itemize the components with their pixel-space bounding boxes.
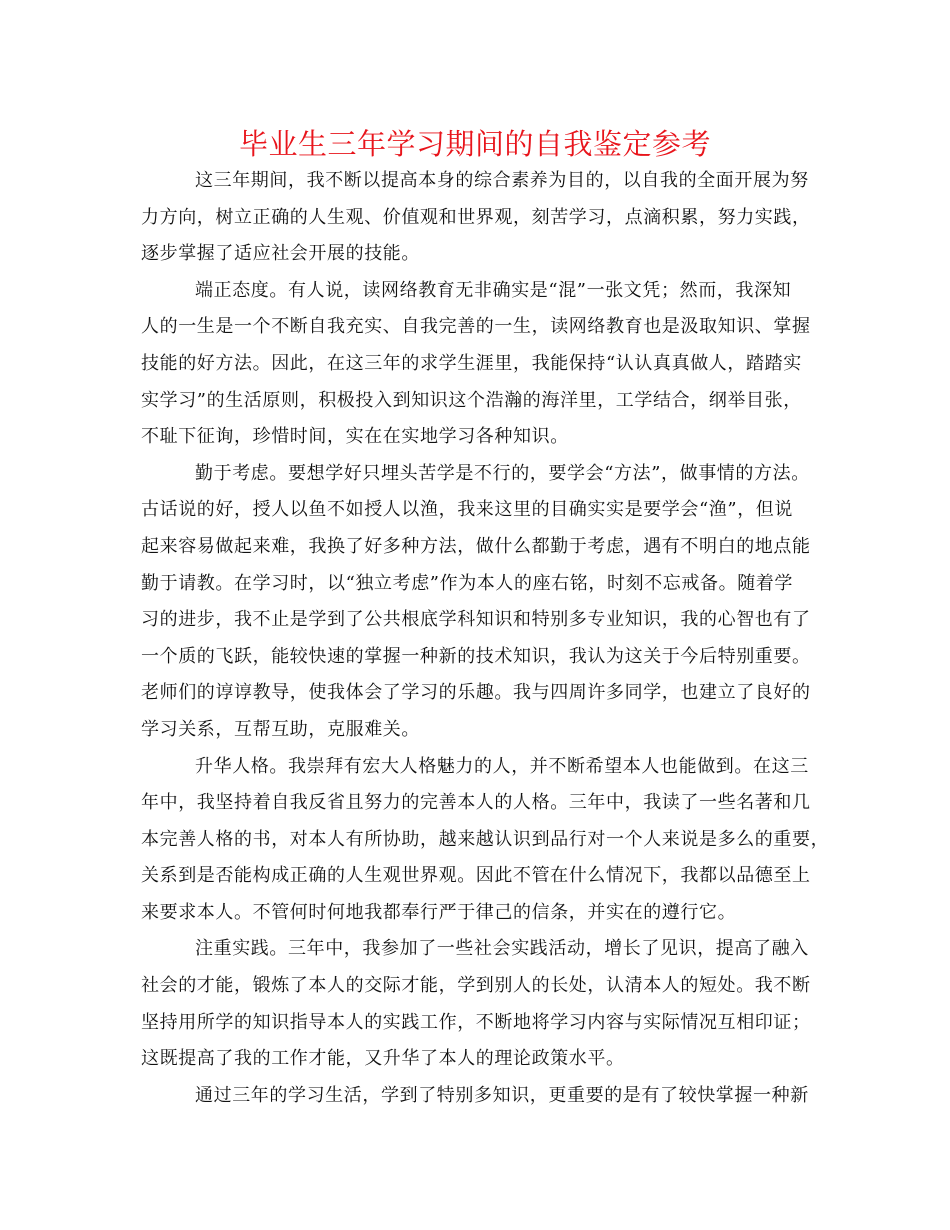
paragraph-line: 勤于请教。在学习时，以“独立考虑”作为本人的座右铭，时刻不忘戒备。随着学 — [141, 572, 794, 594]
paragraph-line: 这既提高了我的工作才能，又升华了本人的理论政策水平。 — [141, 1048, 625, 1070]
paragraph-line: 力方向，树立正确的人生观、价值观和世界观，刻苦学习，点滴积累，努力实践， — [141, 206, 811, 228]
paragraph-line: 升华人格。我崇拜有宏大人格魅力的人，并不断希望本人也能做到。在这三 — [195, 755, 809, 777]
paragraph-line: 社会的才能，锻炼了本人的交际才能，学到别人的长处，认清本人的短处。我不断 — [141, 975, 811, 997]
paragraph-practice — [141, 931, 831, 1077]
paragraph-line: 这三年期间，我不断以提高本身的综合素养为目的，以自我的全面开展为努 — [195, 170, 809, 191]
paragraph-line: 坚持用所学的知识指导本人的实践工作，不断地将学习内容与实际情况互相印证； — [141, 1011, 811, 1033]
paragraph-line: 习的进步，我不止是学到了公共根底学科知识和特别多专业知识，我的心智也有了 — [141, 609, 811, 631]
paragraph-line: 学习关系，互帮互助，克服难关。 — [141, 718, 420, 740]
paragraph-line: 起来容易做起来难，我换了好多种方法，做什么都勤于考虑，遇有不明白的地点能 — [141, 535, 811, 557]
paragraph-line: 不耻下征询，珍惜时间，实在在实地学习各种知识。 — [141, 426, 569, 448]
paragraph-line: 年中，我坚持着自我反省且努力的完善本人的人格。三年中，我读了一些名著和几 — [141, 792, 811, 814]
paragraph-line: 古话说的好，授人以鱼不如授人以渔，我来这里的目确实实是要学会“渔”，但说 — [141, 499, 794, 521]
paragraph-line: 一个质的飞跃，能较快速的掌握一种新的技术知识，我认为这关于今后特别重要。 — [141, 645, 811, 667]
paragraph-line: 勤于考虑。要想学好只埋头苦学是不行的，要学会“方法”，做事情的方法。 — [195, 462, 810, 484]
paragraph-line: 人的一生是一个不断自我充实、自我完善的一生，读网络教育也是汲取知识、掌握 — [141, 316, 811, 338]
paragraph-line: 逐步掌握了适应社会开展的技能。 — [141, 243, 420, 265]
paragraph-line: 来要求本人。不管何时何地我都奉行严于律己的信条，并实在的遵行它。 — [141, 901, 737, 923]
document-body — [141, 163, 831, 1114]
paragraph-intro — [141, 163, 831, 273]
paragraph-line: 注重实践。三年中，我参加了一些社会实践活动，增长了见识，提高了融入 — [195, 938, 809, 960]
paragraph-thinking — [141, 456, 831, 749]
page-title: 毕业生三年学习期间的自我鉴定参考 — [238, 127, 711, 161]
paragraph-line: 老师们的谆谆教导，使我体会了学习的乐趣。我与四周许多同学，也建立了良好的 — [141, 682, 811, 704]
paragraph-line: 通过三年的学习生活，学到了特别多知识，更重要的是有了较快掌握一种新 — [195, 1084, 809, 1106]
paragraph-line: 实学习”的生活原则，积极投入到知识这个浩瀚的海洋里，工学结合，纲举目张， — [141, 389, 802, 411]
paragraph-attitude — [141, 273, 831, 456]
paragraph-line: 端正态度。有人说，读网络教育无非确实是“混”一张文凭；然而，我深知 — [195, 279, 792, 301]
paragraph-conclusion — [141, 1078, 831, 1115]
paragraph-line: 技能的好方法。因此，在这三年的求学生涯里，我能保持“认认真真做人，踏踏实 — [141, 352, 802, 374]
paragraph-line: 关系到是否能构成正确的人生观世界观。因此不管在什么情况下，我都以品德至上 — [141, 865, 811, 887]
paragraph-character — [141, 749, 831, 932]
paragraph-line: 本完善人格的书，对本人有所协助，越来越认识到品行对一个人来说是多么的重要， — [141, 828, 830, 850]
